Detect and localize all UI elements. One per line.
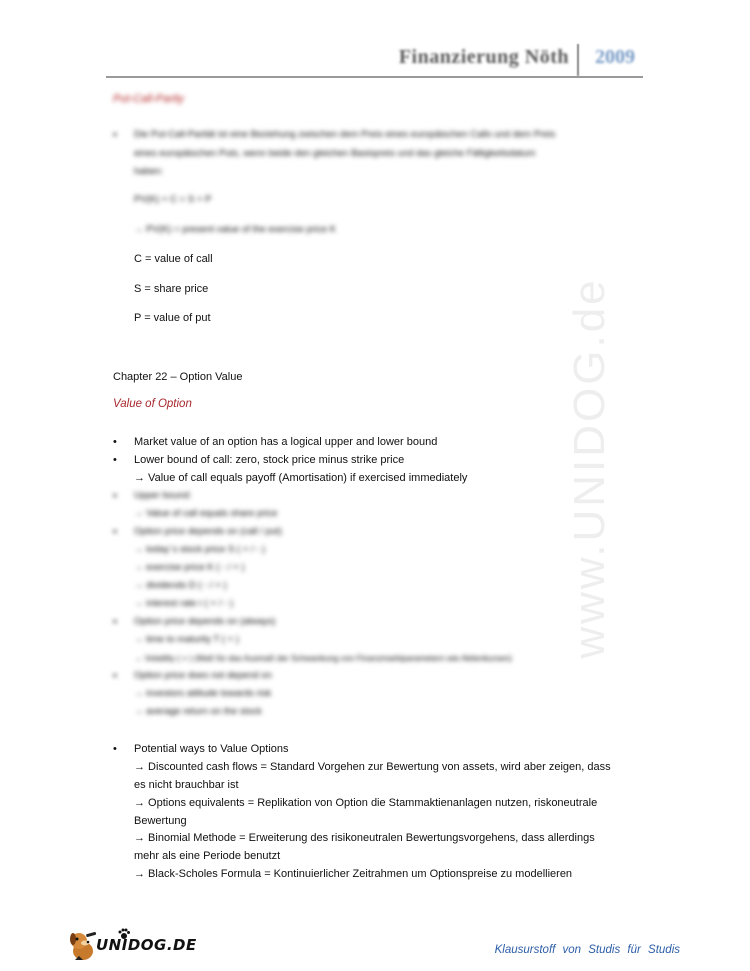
put-definition: P = value of put — [134, 312, 211, 324]
header-rule — [106, 76, 643, 78]
bullet-dot: • — [113, 129, 117, 141]
way-discounted-cash-flows: → Discounted cash flows = Standard Vorgehen zur Bewertung von assets, wird aber zeigen, dass — [134, 761, 611, 773]
bullet-depends-call-put: Option price depends on (call / put) — [134, 526, 282, 537]
share-price-definition: S = share price — [134, 283, 209, 295]
pv-definition: → PV(K) = present value of the exercise price K — [134, 224, 336, 235]
header-separator — [577, 44, 579, 76]
way-options-equivalents: → Options equivalents = Replikation von Option die Stammaktienanlagen nutzen, riskoneutrale — [134, 797, 598, 809]
bullet-depends-always: Option price depends on (always) — [134, 616, 276, 627]
bullet-dot: • — [113, 436, 117, 448]
put-call-line-2: eines europäischen Puts, wenn beide den gleichen Basispreis und das gleiche Fälligkeitsdatum — [134, 148, 536, 159]
bullet-dot: • — [113, 670, 117, 682]
chapter-title: Chapter 22 – Option Value — [113, 371, 243, 383]
depends-volatility: → Volatility ( + ) (Maß für das Ausmaß der Schwankung von Finanzmarktparametern wie Aktienkursen) — [134, 653, 512, 663]
page-header — [106, 44, 643, 78]
bullet-dot: • — [113, 526, 117, 538]
logo-text: UNIDOG.DE — [96, 936, 197, 954]
way-black-scholes: → Black-Scholes Formula = Kontinuierlicher Zeitrahmen um Optionspreise zu modellieren — [134, 868, 573, 880]
bullet-dot: • — [113, 454, 117, 466]
bullet-not-depend: Option price does not depend on — [134, 670, 272, 681]
put-call-line-3: haben: — [134, 166, 164, 177]
section-heading-value-of-option: Value of Option — [113, 398, 192, 410]
watermark — [565, 277, 614, 659]
bullet-potential-ways: Potential ways to Value Options — [134, 743, 289, 755]
way-binomial: → Binomial Methode = Erweiterung des risikoneutralen Bewertungsvorgehens, dass allerdings — [134, 832, 595, 844]
lower-bound-detail: → Value of call equals payoff (Amortisation) if exercised immediately — [134, 472, 468, 484]
header-title: Finanzierung Nöth — [398, 46, 569, 68]
put-call-formula: PV(K) + C = S + P — [134, 194, 212, 205]
bullet-upper-bound: Upper bound: — [134, 490, 192, 501]
header-year: 2009 — [595, 46, 635, 68]
way-options-equivalents-cont: Bewertung — [134, 815, 187, 827]
not-depend-average-return: → average return on the stock — [134, 706, 262, 717]
not-depend-risk-attitude: → investors attitude towards risk — [134, 688, 272, 699]
unidog-logo[interactable] — [66, 927, 197, 963]
dog-icon — [66, 927, 100, 963]
depends-interest-rate: → interest rate r ( + / - ) — [134, 598, 233, 609]
call-definition: C = value of call — [134, 253, 213, 265]
depends-exercise-price: → exercise price K ( - / + ) — [134, 562, 245, 573]
section-heading-put-call-parity: Put-Call-Parity — [113, 93, 184, 105]
upper-bound-detail: → Value of call equals share price — [134, 508, 278, 519]
depends-dividends: → dividends D ( - / + ) — [134, 580, 227, 591]
bullet-lower-bound: Lower bound of call: zero, stock price minus strike price — [134, 454, 405, 466]
footer-tagline: Klausurstoff von Studis für Studis — [494, 944, 680, 956]
depends-stock-price: → today´s stock price S ( + / - ) — [134, 544, 266, 555]
depends-time-to-maturity: → time to maturity T ( + ) — [134, 634, 239, 645]
bullet-dot: • — [113, 490, 117, 502]
put-call-line-1: Die Put-Call-Parität ist eine Beziehung zwischen dem Preis eines europäischen Calls und dem Preis — [134, 129, 556, 140]
bullet-market-value: Market value of an option has a logical upper and lower bound — [134, 436, 438, 448]
way-binomial-cont: mehr als eine Periode benutzt — [134, 850, 281, 862]
way-discounted-cash-flows-cont: es nicht brauchbar ist — [134, 779, 239, 791]
watermark-text: www.UNIDOG.de — [565, 277, 614, 659]
bullet-dot: • — [113, 743, 117, 755]
bullet-dot: • — [113, 616, 117, 628]
